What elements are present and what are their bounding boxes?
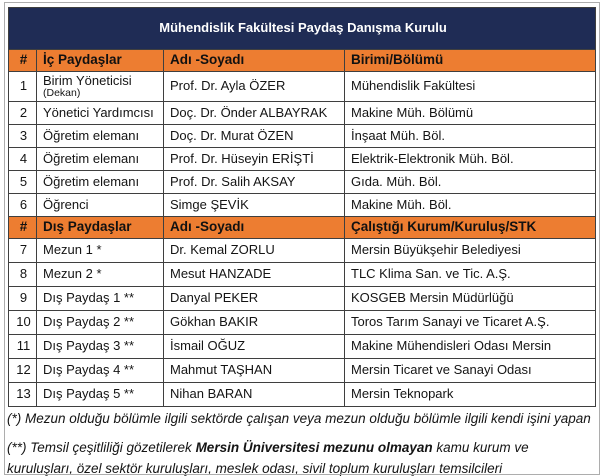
internal-header-row	[9, 50, 596, 72]
row-fullname: Prof. Dr. Ayla ÖZER	[164, 72, 345, 102]
row-unit: Gıda. Müh. Böl.	[345, 170, 596, 193]
row-fullname: Doç. Dr. Önder ALBAYRAK	[164, 101, 345, 124]
row-unit: TLC Klima San. ve Tic. A.Ş.	[345, 262, 596, 286]
table-title: Mühendislik Fakültesi Paydaş Danışma Kurulu	[9, 8, 596, 50]
footnotes	[7, 409, 597, 476]
footnote-2	[7, 438, 597, 476]
table-row	[9, 147, 596, 170]
table-row	[9, 72, 596, 102]
row-number: 9	[9, 286, 37, 310]
row-fullname: Prof. Dr. Salih AKSAY	[164, 170, 345, 193]
footnote-2-bold: Mersin Üniversitesi mezunu olmayan	[195, 440, 433, 456]
row-fullname: Doç. Dr. Murat ÖZEN	[164, 124, 345, 147]
row-stakeholder: Öğretim elemanı	[37, 170, 164, 193]
row-fullname: Gökhan BAKIR	[164, 310, 345, 334]
header-unit: Birimi/Bölümü	[345, 50, 596, 72]
row-stakeholder-title: Birim Yöneticisi	[43, 73, 132, 88]
row-number: 13	[9, 382, 37, 406]
row-stakeholder-subtitle: (Dekan)	[43, 87, 81, 100]
row-stakeholder: Öğrenci	[37, 193, 164, 216]
row-number: 11	[9, 334, 37, 358]
row-fullname: İsmail OĞUZ	[164, 334, 345, 358]
table-row	[9, 382, 596, 406]
row-unit: Makine Mühendisleri Odası Mersin	[345, 334, 596, 358]
row-unit: Makine Müh. Bölümü	[345, 101, 596, 124]
row-unit: Makine Müh. Böl.	[345, 193, 596, 216]
header-number: #	[9, 216, 37, 238]
row-number: 1	[9, 72, 37, 102]
advisory-board-table	[8, 7, 596, 407]
header-fullname: Adı -Soyadı	[164, 50, 345, 72]
row-unit: Toros Tarım Sanayi ve Ticaret A.Ş.	[345, 310, 596, 334]
row-stakeholder: Dış Paydaş 2 **	[37, 310, 164, 334]
row-stakeholder: Mezun 2 *	[37, 262, 164, 286]
row-stakeholder: Öğretim elemanı	[37, 147, 164, 170]
footnote-2-suffix: kamu kurum ve kuruluşları, özel sektör kuruluşları, meslek odası, sivil toplum kuruluşları temsilcileri	[7, 440, 529, 476]
row-unit: KOSGEB Mersin Müdürlüğü	[345, 286, 596, 310]
row-stakeholder: Yönetici Yardımcısı	[37, 101, 164, 124]
row-number: 3	[9, 124, 37, 147]
header-organization: Çalıştığı Kurum/Kuruluş/STK	[345, 216, 596, 238]
row-number: 5	[9, 170, 37, 193]
table-row	[9, 170, 596, 193]
row-number: 10	[9, 310, 37, 334]
row-stakeholder: Öğretim elemanı	[37, 124, 164, 147]
table-row	[9, 310, 596, 334]
row-fullname: Mahmut TAŞHAN	[164, 358, 345, 382]
header-number: #	[9, 50, 37, 72]
row-stakeholder: Dış Paydaş 3 **	[37, 334, 164, 358]
external-header-row	[9, 216, 596, 238]
row-unit: Mühendislik Fakültesi	[345, 72, 596, 102]
row-unit: Elektrik-Elektronik Müh. Böl.	[345, 147, 596, 170]
table-row	[9, 334, 596, 358]
footnote-1: (*) Mezun olduğu bölümle ilgili sektörde çalışan veya mezun olduğu bölümle ilgili kendi işini yapan	[7, 411, 591, 426]
row-fullname: Simge ŞEVİK	[164, 193, 345, 216]
row-unit: İnşaat Müh. Böl.	[345, 124, 596, 147]
row-stakeholder: Dış Paydaş 5 **	[37, 382, 164, 406]
table-row	[9, 238, 596, 262]
row-unit: Mersin Teknopark	[345, 382, 596, 406]
row-unit: Mersin Ticaret ve Sanayi Odası	[345, 358, 596, 382]
row-stakeholder: Mezun 1 *	[37, 238, 164, 262]
row-stakeholder: Dış Paydaş 1 **	[37, 286, 164, 310]
row-stakeholder: Dış Paydaş 4 **	[37, 358, 164, 382]
row-number: 4	[9, 147, 37, 170]
row-number: 7	[9, 238, 37, 262]
row-stakeholder	[37, 72, 164, 102]
row-fullname: Mesut HANZADE	[164, 262, 345, 286]
row-number: 2	[9, 101, 37, 124]
table-row	[9, 358, 596, 382]
header-fullname: Adı -Soyadı	[164, 216, 345, 238]
row-fullname: Dr. Kemal ZORLU	[164, 238, 345, 262]
table-row	[9, 262, 596, 286]
title-row	[9, 8, 596, 50]
row-fullname: Prof. Dr. Hüseyin ERİŞTİ	[164, 147, 345, 170]
row-number: 8	[9, 262, 37, 286]
table-row	[9, 193, 596, 216]
row-fullname: Danyal PEKER	[164, 286, 345, 310]
header-internal-stakeholders: İç Paydaşlar	[37, 50, 164, 72]
row-number: 12	[9, 358, 37, 382]
table-row	[9, 101, 596, 124]
row-number: 6	[9, 193, 37, 216]
row-unit: Mersin Büyükşehir Belediyesi	[345, 238, 596, 262]
header-external-stakeholders: Dış Paydaşlar	[37, 216, 164, 238]
table-row	[9, 286, 596, 310]
row-fullname: Nihan BARAN	[164, 382, 345, 406]
table-row	[9, 124, 596, 147]
footnote-2-prefix: (**) Temsil çeşitliliği gözetilerek	[7, 440, 196, 456]
